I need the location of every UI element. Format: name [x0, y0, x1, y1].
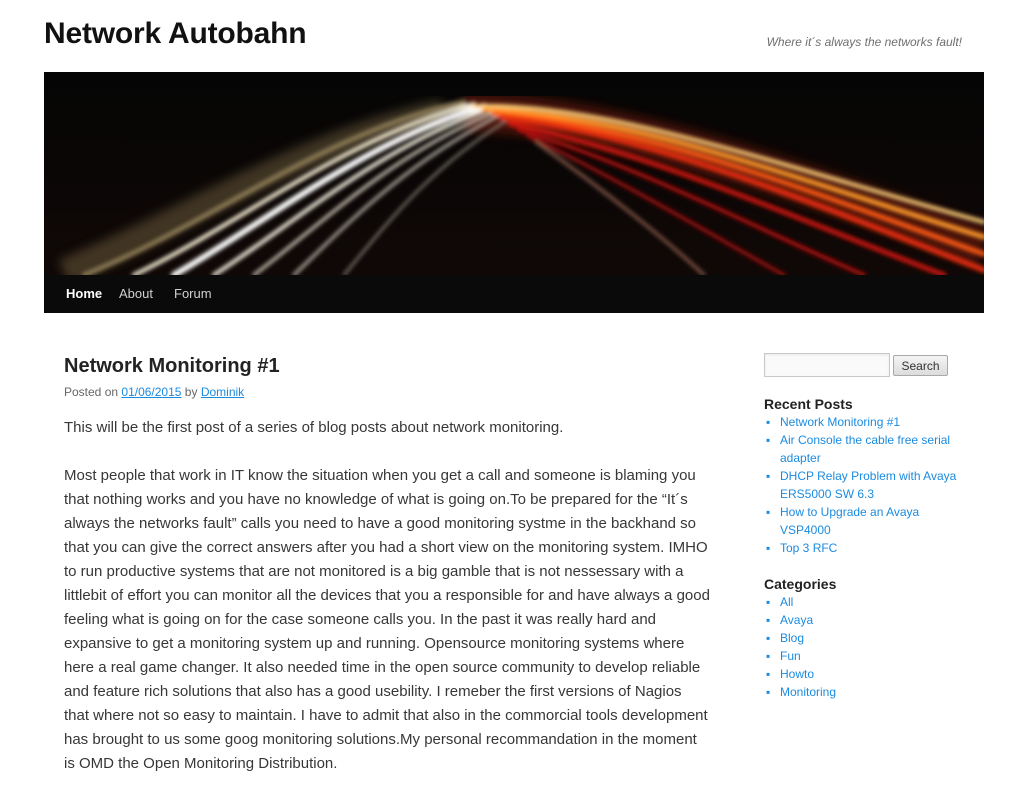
post-content — [64, 416, 710, 798]
list-item — [764, 665, 969, 683]
categories-list — [764, 593, 969, 701]
bullet-icon: ▪ — [766, 649, 771, 663]
bullet-icon: ▪ — [766, 631, 771, 645]
recent-post-link[interactable]: Top 3 RFC — [780, 541, 838, 555]
site-title[interactable]: Network Autobahn — [44, 17, 307, 50]
post-meta-prefix: Posted on — [64, 385, 119, 399]
list-item — [764, 413, 969, 431]
bullet-icon: ▪ — [766, 613, 771, 627]
post-title[interactable]: Network Monitoring #1 — [64, 355, 280, 377]
post-date-link[interactable]: 01/06/2015 — [121, 385, 182, 399]
list-item — [764, 629, 969, 647]
post-author-link[interactable]: Dominik — [200, 385, 245, 399]
bullet-icon: ▪ — [766, 685, 771, 699]
list-item — [764, 647, 969, 665]
list-item — [764, 467, 969, 503]
main-navigation — [44, 275, 984, 313]
categories-title: Categories — [764, 576, 837, 592]
list-item — [764, 611, 969, 629]
post-paragraph: This will be the first post of a series of blog posts about network monitoring. — [64, 419, 564, 436]
site-description: Where it´s always the networks fault! — [766, 35, 962, 49]
category-link[interactable]: Monitoring — [780, 685, 837, 699]
bullet-icon: ▪ — [766, 415, 771, 429]
list-item — [764, 539, 969, 557]
recent-post-link[interactable]: Network Monitoring #1 — [780, 415, 901, 429]
bullet-icon: ▪ — [766, 433, 771, 447]
recent-posts-list — [764, 413, 969, 557]
category-link[interactable]: Fun — [780, 649, 801, 663]
bullet-icon: ▪ — [766, 541, 771, 555]
nav-item-about[interactable]: About — [119, 286, 153, 301]
list-item — [764, 431, 969, 467]
category-link[interactable]: Howto — [780, 667, 815, 681]
recent-posts-title: Recent Posts — [764, 396, 853, 412]
recent-post-link[interactable]: Air Console the cable free serial adapter — [780, 433, 951, 465]
header-image — [44, 72, 984, 275]
list-item — [764, 503, 969, 539]
recent-post-link[interactable]: DHCP Relay Problem with Avaya ERS5000 SW 6.3 — [780, 469, 957, 501]
bullet-icon: ▪ — [766, 469, 771, 483]
bullet-icon: ▪ — [766, 667, 771, 681]
search-input[interactable] — [764, 353, 890, 377]
list-item — [764, 683, 969, 701]
bullet-icon: ▪ — [766, 505, 771, 519]
bullet-icon: ▪ — [766, 595, 771, 609]
post-paragraph: Most people that work in IT know the situation when you get a call and someone is blaming you that nothing works and you have no knowledge of what is going on.To be prepared for the “It´s always the networks fault” calls you need to have a good monitoring systme in the backhand so that you can give the correct answers after you had a short view on the monitoring system. IMHO to run productive systems that are not monitored is a big gamble that is not nessessary with a littlebit of effort you can monitor all the devices that you a responsible for and have always a good feeling what is going on for the case someone calls you. In the past it was really hard and expansive to get a monitoring system up and running. Opensource monitoring systems where here a real game changer. It also needed time in the open source community to develop reliable and feature rich solutions that also has a good usebility. I remeber the first versions of Nagios that where not so easy to maintain. I have to admit that also in the commorcial tools development has brought to us some goog monitoring solutions.My personal recommandation in the moment is OMD the Open Monitoring Distribution. — [64, 467, 710, 772]
category-link[interactable]: Avaya — [780, 613, 814, 627]
nav-item-home[interactable]: Home — [66, 286, 103, 301]
category-link[interactable]: All — [780, 595, 794, 609]
post-meta — [64, 385, 244, 399]
category-link[interactable]: Blog — [780, 631, 805, 645]
list-item — [764, 593, 969, 611]
search-button[interactable]: Search — [893, 355, 948, 376]
nav-item-forum[interactable]: Forum — [174, 286, 212, 301]
post-meta-by: by — [184, 385, 198, 399]
recent-post-link[interactable]: How to Upgrade an Avaya VSP4000 — [780, 505, 920, 537]
